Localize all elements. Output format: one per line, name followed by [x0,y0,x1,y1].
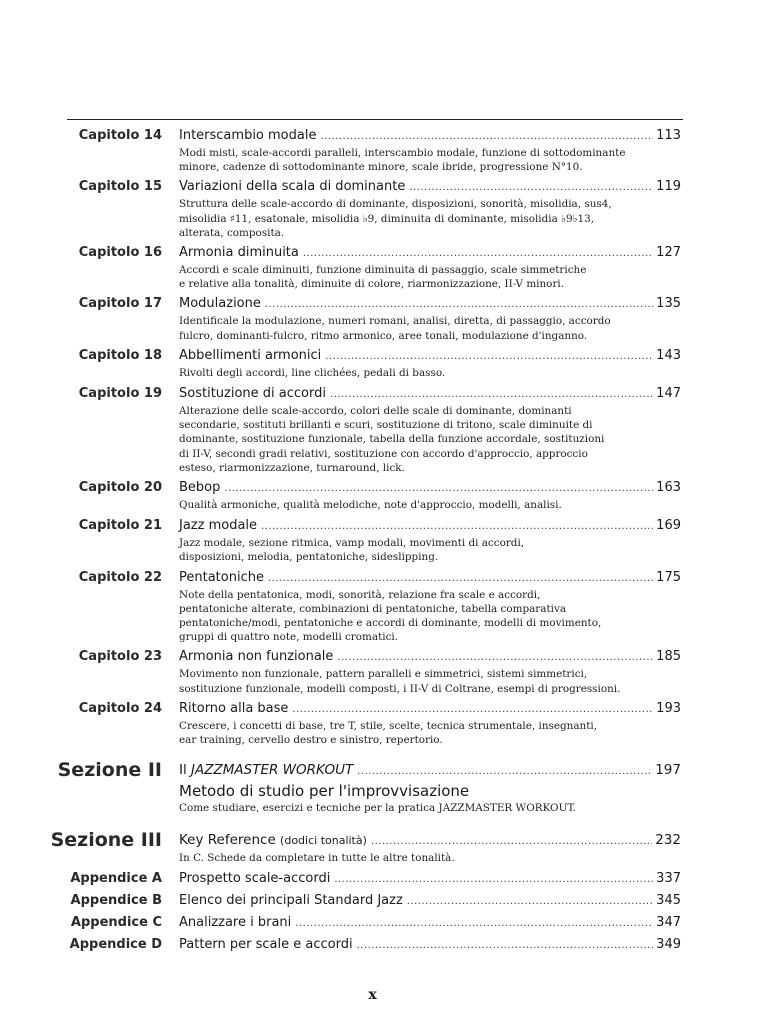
leader-dots [371,833,652,851]
desc-line: dominante, sostituzione funzionale, tabella della funzione accordale, sostituzioni [179,433,605,446]
toc-entry-appendice-c [0,914,760,933]
desc-line: Struttura delle scale-accordo di dominante, disposizioni, sonorità, misolidia, sus4, [179,198,612,211]
desc-line: disposizioni, melodia, pentatoniche, sideslipping. [179,551,439,564]
entry-description [179,588,649,645]
entry-page: 175 [656,569,681,585]
section-subtitle: Metodo di studio per l'improvvisazione [179,782,470,801]
entry-title[interactable]: Pentatoniche [179,569,264,585]
toc-entry-capitolo-24 [0,700,760,747]
entry-page: 119 [656,179,681,195]
entry-description [179,263,649,291]
desc-line: gruppi di quattro note, modelli cromatici. [179,631,399,644]
entry-description [179,366,649,380]
entry-title[interactable]: Analizzare i brani [179,914,292,930]
toc-entry-sezione-ii [0,755,760,815]
entry-page: 143 [656,347,681,363]
entry-page: 347 [656,914,681,930]
leader-dots [292,701,653,719]
toc-entry-capitolo-22 [0,569,760,645]
toc-entry-appendice-d [0,936,760,955]
entry-title[interactable]: Sostituzione di accordi [179,386,326,402]
entry-label: Capitolo 20 [78,480,162,496]
desc-line: Identificale la modulazione, numeri romani, analisi, diretta, di passaggio, accordo [179,315,611,328]
desc-line: pentatoniche/modi, pentatoniche e accordi di dominante, modelli di movimento, [179,617,602,630]
leader-dots [320,128,653,146]
entry-label: Capitolo 14 [78,128,162,143]
header-rule [67,119,683,120]
leader-dots [224,480,653,498]
entry-label: Capitolo 18 [78,347,162,363]
entry-label: Appendice A [70,870,162,886]
entry-title[interactable]: Variazioni della scala di dominante [179,179,406,195]
entry-description [179,146,649,174]
entry-label: Capitolo 21 [78,518,162,534]
entry-page: 169 [656,518,681,534]
entry-title[interactable]: Bebop [179,480,221,496]
entry-description [179,314,649,342]
leader-dots [357,937,654,955]
desc-line: Modi misti, scale-accordi paralleli, interscambio modale, funzione di sottodominante [179,147,626,159]
desc-line: fulcro, dominanti-fulcro, ritmo armonico, aree tonali, modulazione d'inganno. [179,329,588,342]
entry-description [179,498,649,512]
desc-line: sostituzione funzionale, modelli composti, i II-V di Coltrane, esempi di progressioni. [179,682,621,695]
toc-entry-capitolo-21 [0,517,760,564]
desc-line: Alterazione delle scale-accordo, colori delle scale di dominante, dominanti [179,405,572,418]
desc-line: Crescere, i concetti di base, tre T, stile, scelte, tecnica strumentale, insegnanti, [179,719,598,732]
entry-page: 147 [656,386,681,402]
entry-label: Appendice B [70,892,162,908]
desc-line: secondarie, sostituti brillanti e scuri, sostituzione di tritono, scale diminuite di [179,419,593,432]
leader-dots [303,245,653,263]
entry-title[interactable]: Elenco dei principali Standard Jazz [179,892,403,908]
desc-line: ear training, cervello destro e sinistro, repertorio. [179,734,443,747]
leader-dots [407,893,653,911]
entry-description [179,667,649,695]
desc-line: e relative alla tonalità, diminuite di colore, riarmonizzazione, II-V minori. [179,278,565,291]
desc-line: di II-V, secondi gradi relativi, sostituzione con accordo d'approccio, approccio [179,447,588,460]
entry-page: 345 [656,892,681,908]
desc-line: esteso, riarmonizzazione, turnaround, lick. [179,461,405,474]
entry-title[interactable]: Armonia diminuita [179,245,299,261]
entry-title[interactable]: Prospetto scale-accordi [179,870,331,886]
entry-page: 337 [656,870,681,886]
leader-dots [334,871,653,889]
leader-dots [295,915,653,933]
entry-label: Capitolo 22 [78,569,162,585]
toc-entry-capitolo-14 [0,127,760,174]
leader-dots [409,179,653,197]
leader-dots [357,763,652,781]
entry-label: Appendice C [70,914,162,930]
desc-line: minore, cadenze di sottodominante minore, scale ibride, progressione N°10. [179,161,583,174]
entry-label: Appendice D [69,936,162,952]
entry-title[interactable]: Jazz modale [179,518,258,534]
leader-dots [265,296,653,314]
desc-line: alterata, composita. [179,226,285,239]
desc-line: pentatoniche alterate, combinazioni di pentatoniche, tabella comparativa [179,602,567,615]
entry-page: 113 [656,128,681,143]
section-title-italic: JAZZMASTER WORKOUT [191,762,354,779]
entry-label: Capitolo 16 [78,245,162,261]
section-description: Come studiare, esercizi e tecniche per la pratica JAZZMASTER WORKOUT. [179,802,577,815]
toc-entry-capitolo-16 [0,244,760,291]
entry-title[interactable]: Interscambio modale [179,128,317,143]
toc-entry-capitolo-23 [0,648,760,695]
section-label: Sezione II [57,759,162,782]
toc-entry-capitolo-17 [0,295,760,342]
leader-dots [330,386,653,404]
leader-dots [325,348,653,366]
entry-label: Capitolo 15 [78,179,162,195]
entry-page: 185 [656,649,681,665]
entry-label: Capitolo 19 [78,386,162,402]
desc-line: Movimento non funzionale, pattern paralleli e simmetrici, sistemi simmetrici, [179,668,588,681]
toc-entry-capitolo-19 [0,385,760,475]
entry-page: 193 [656,700,681,716]
desc-line: Qualità armoniche, qualità melodiche, note d'approccio, modelli, analisi. [179,499,562,512]
toc-entry-appendice-a [0,870,760,889]
toc-entry-capitolo-15 [0,178,760,240]
page-number: x [368,987,377,1003]
entry-page: 163 [656,480,681,496]
toc-entry-sezione-iii [0,825,760,865]
entry-page: 127 [656,245,681,261]
toc-entry-capitolo-18 [0,347,760,380]
entry-title[interactable]: Abbellimenti armonici [179,347,322,363]
section-title-main: Key Reference [179,832,276,849]
desc-line: misolidia ♯11, esatonale, misolidia ♭9, diminuita di dominante, misolidia ♭9♭13, [179,212,595,225]
leader-dots [337,649,653,667]
section-title-small: (dodici tonalità) [280,834,367,848]
entry-label: Capitolo 17 [78,296,162,312]
desc-line: Accordi e scale diminuiti, funzione diminuita di passaggio, scale simmetriche [179,264,587,277]
leader-dots [261,518,653,536]
entry-label: Capitolo 23 [78,649,162,665]
entry-label: Capitolo 24 [78,700,162,716]
section-title-prefix: Il [179,762,192,779]
entry-page: 197 [655,762,681,779]
entry-page: 135 [656,296,681,312]
entry-page: 232 [655,832,681,849]
desc-line: Jazz modale, sezione ritmica, vamp modali, movimenti di accordi, [179,537,525,550]
entry-description [179,197,649,240]
entry-title[interactable]: Modulazione [179,296,261,312]
entry-title[interactable]: Ritorno alla base [179,700,289,716]
section-title[interactable] [179,831,371,850]
entry-description [179,719,649,747]
entry-title[interactable]: Pattern per scale e accordi [179,936,353,952]
entry-page: 349 [656,936,681,952]
toc-entry-capitolo-20 [0,479,760,512]
desc-line: Note della pentatonica, modi, sonorità, relazione fra scale e accordi, [179,588,541,601]
entry-description [179,404,649,475]
toc-entry-appendice-b [0,892,760,911]
entry-title[interactable]: Armonia non funzionale [179,649,334,665]
section-title[interactable] [179,761,357,779]
table-of-contents [0,127,760,955]
section-label: Sezione III [50,829,162,852]
desc-line: Rivolti degli accordi, line clichées, pedali di basso. [179,366,446,379]
leader-dots [268,570,653,588]
entry-description [179,536,649,564]
section-description: In C. Schede da completare in tutte le altre tonalità. [179,852,455,865]
